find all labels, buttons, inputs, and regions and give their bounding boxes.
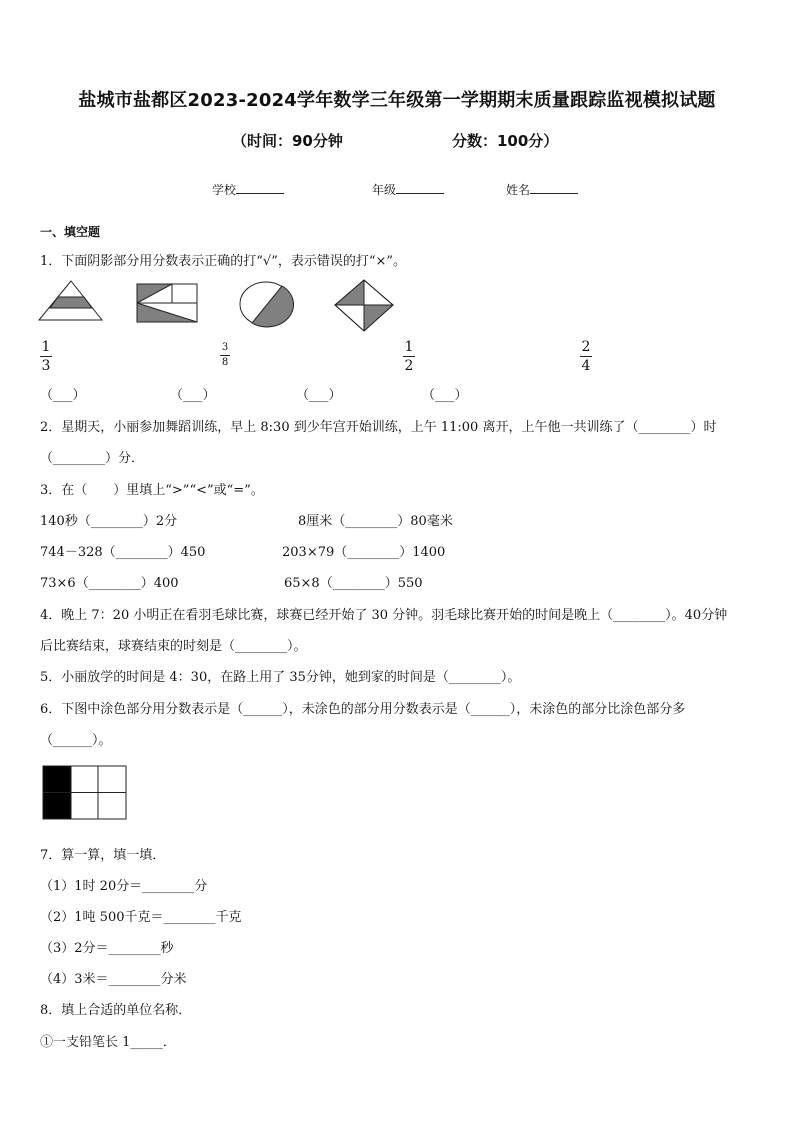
school-blank[interactable] xyxy=(236,181,284,194)
name-field xyxy=(506,181,578,198)
exam-time: （时间：90分钟 xyxy=(232,132,343,150)
school-field xyxy=(212,181,284,198)
fraction-denominator: 3 xyxy=(41,358,51,374)
q7-item: （4）3米＝________分米 xyxy=(40,972,187,987)
fraction-bar xyxy=(40,356,52,357)
rectangle-figure xyxy=(136,283,200,325)
q8-item: ①一支铅笔长 1_____． xyxy=(40,1035,176,1050)
grade-blank[interactable] xyxy=(396,181,444,194)
q3-title: 3．在（ ）里填上“>”“<”或“=”。 xyxy=(40,483,264,498)
fraction-numerator: 3 xyxy=(221,342,229,353)
q3-item: 203×79（________）1400 xyxy=(282,545,446,560)
fraction-numerator: 2 xyxy=(581,339,591,355)
fraction-denominator: 2 xyxy=(404,358,414,374)
fraction-numerator: 1 xyxy=(41,339,51,355)
fraction-1 xyxy=(40,340,52,373)
q3-item: 8厘米（________）80毫米 xyxy=(298,514,453,529)
q1-blank-3[interactable]: （___） xyxy=(296,388,342,403)
q5-text: 5．小丽放学的时间是 4：30，在路上用了 35分钟，她到家的时间是（________）。 xyxy=(40,670,521,685)
grade-field xyxy=(372,181,444,198)
fraction-numerator: 1 xyxy=(404,339,414,355)
fraction-bar xyxy=(220,355,230,356)
q6-line-1: 6．下图中涂色部分用分数表示是（______），未涂色的部分用分数表示是（______），未涂色的部分比涂色部分多 xyxy=(40,702,686,717)
triangle-figure xyxy=(38,280,104,322)
q2-line-2: （________）分． xyxy=(40,451,145,466)
fraction-denominator: 4 xyxy=(581,358,591,374)
q7-item: （3）2分＝________秒 xyxy=(40,941,174,956)
fraction-3 xyxy=(403,340,415,373)
fraction-bar xyxy=(403,356,415,357)
q3-item: 65×8（________）550 xyxy=(284,576,423,591)
q3-item: 73×6（________）400 xyxy=(40,576,179,591)
name-label: 姓名 xyxy=(506,183,531,197)
q4-line-2: 后比赛结束，球赛结束的时刻是（________）。 xyxy=(40,639,307,654)
fraction-bar xyxy=(580,356,592,357)
fraction-4 xyxy=(580,340,592,373)
q6-line-2: （______）。 xyxy=(40,733,112,748)
q4-line-1: 4．晚上 7：20 小明正在看羽毛球比赛，球赛已经开始了 30 分钟。羽毛球比赛开始的时间是晚上（________）。40分钟 xyxy=(40,608,728,623)
section-title: 一、填空题 xyxy=(40,225,101,239)
q1-text: 1．下面阴影部分用分数表示正确的打“√”，表示错误的打“×”。 xyxy=(40,254,407,269)
q3-item: 744－328（________）450 xyxy=(40,545,206,560)
q7-title: 7．算一算，填一填． xyxy=(40,848,166,863)
q7-item: （2）1吨 500千克＝________千克 xyxy=(40,910,242,925)
diamond-figure xyxy=(333,279,395,333)
fraction-grid-figure xyxy=(42,765,128,821)
q3-item: 140秒（________）2分 xyxy=(40,514,178,529)
school-label: 学校 xyxy=(212,183,237,197)
fraction-2 xyxy=(220,343,230,368)
grade-label: 年级 xyxy=(372,183,397,197)
exam-score: 分数：100分） xyxy=(452,132,559,150)
q2-line-1: 2．星期天，小丽参加舞蹈训练，早上 8:30 到少年宫开始训练，上午 11:00 离开，上午他一共训练了（________）时 xyxy=(40,420,717,435)
q7-item: （1）1时 20分＝________分 xyxy=(40,879,208,894)
fraction-denominator: 8 xyxy=(221,357,229,368)
q1-blank-1[interactable]: （___） xyxy=(40,388,86,403)
q1-blank-2[interactable]: （___） xyxy=(170,388,216,403)
q8-title: 8．填上合适的单位名称． xyxy=(40,1003,192,1018)
name-blank[interactable] xyxy=(530,181,578,194)
page-title: 盐城市盐都区2023-2024学年数学三年级第一学期期末质量跟踪监视模拟试题 xyxy=(78,90,716,111)
q1-blank-4[interactable]: （___） xyxy=(422,388,468,403)
circle-figure xyxy=(238,280,296,330)
